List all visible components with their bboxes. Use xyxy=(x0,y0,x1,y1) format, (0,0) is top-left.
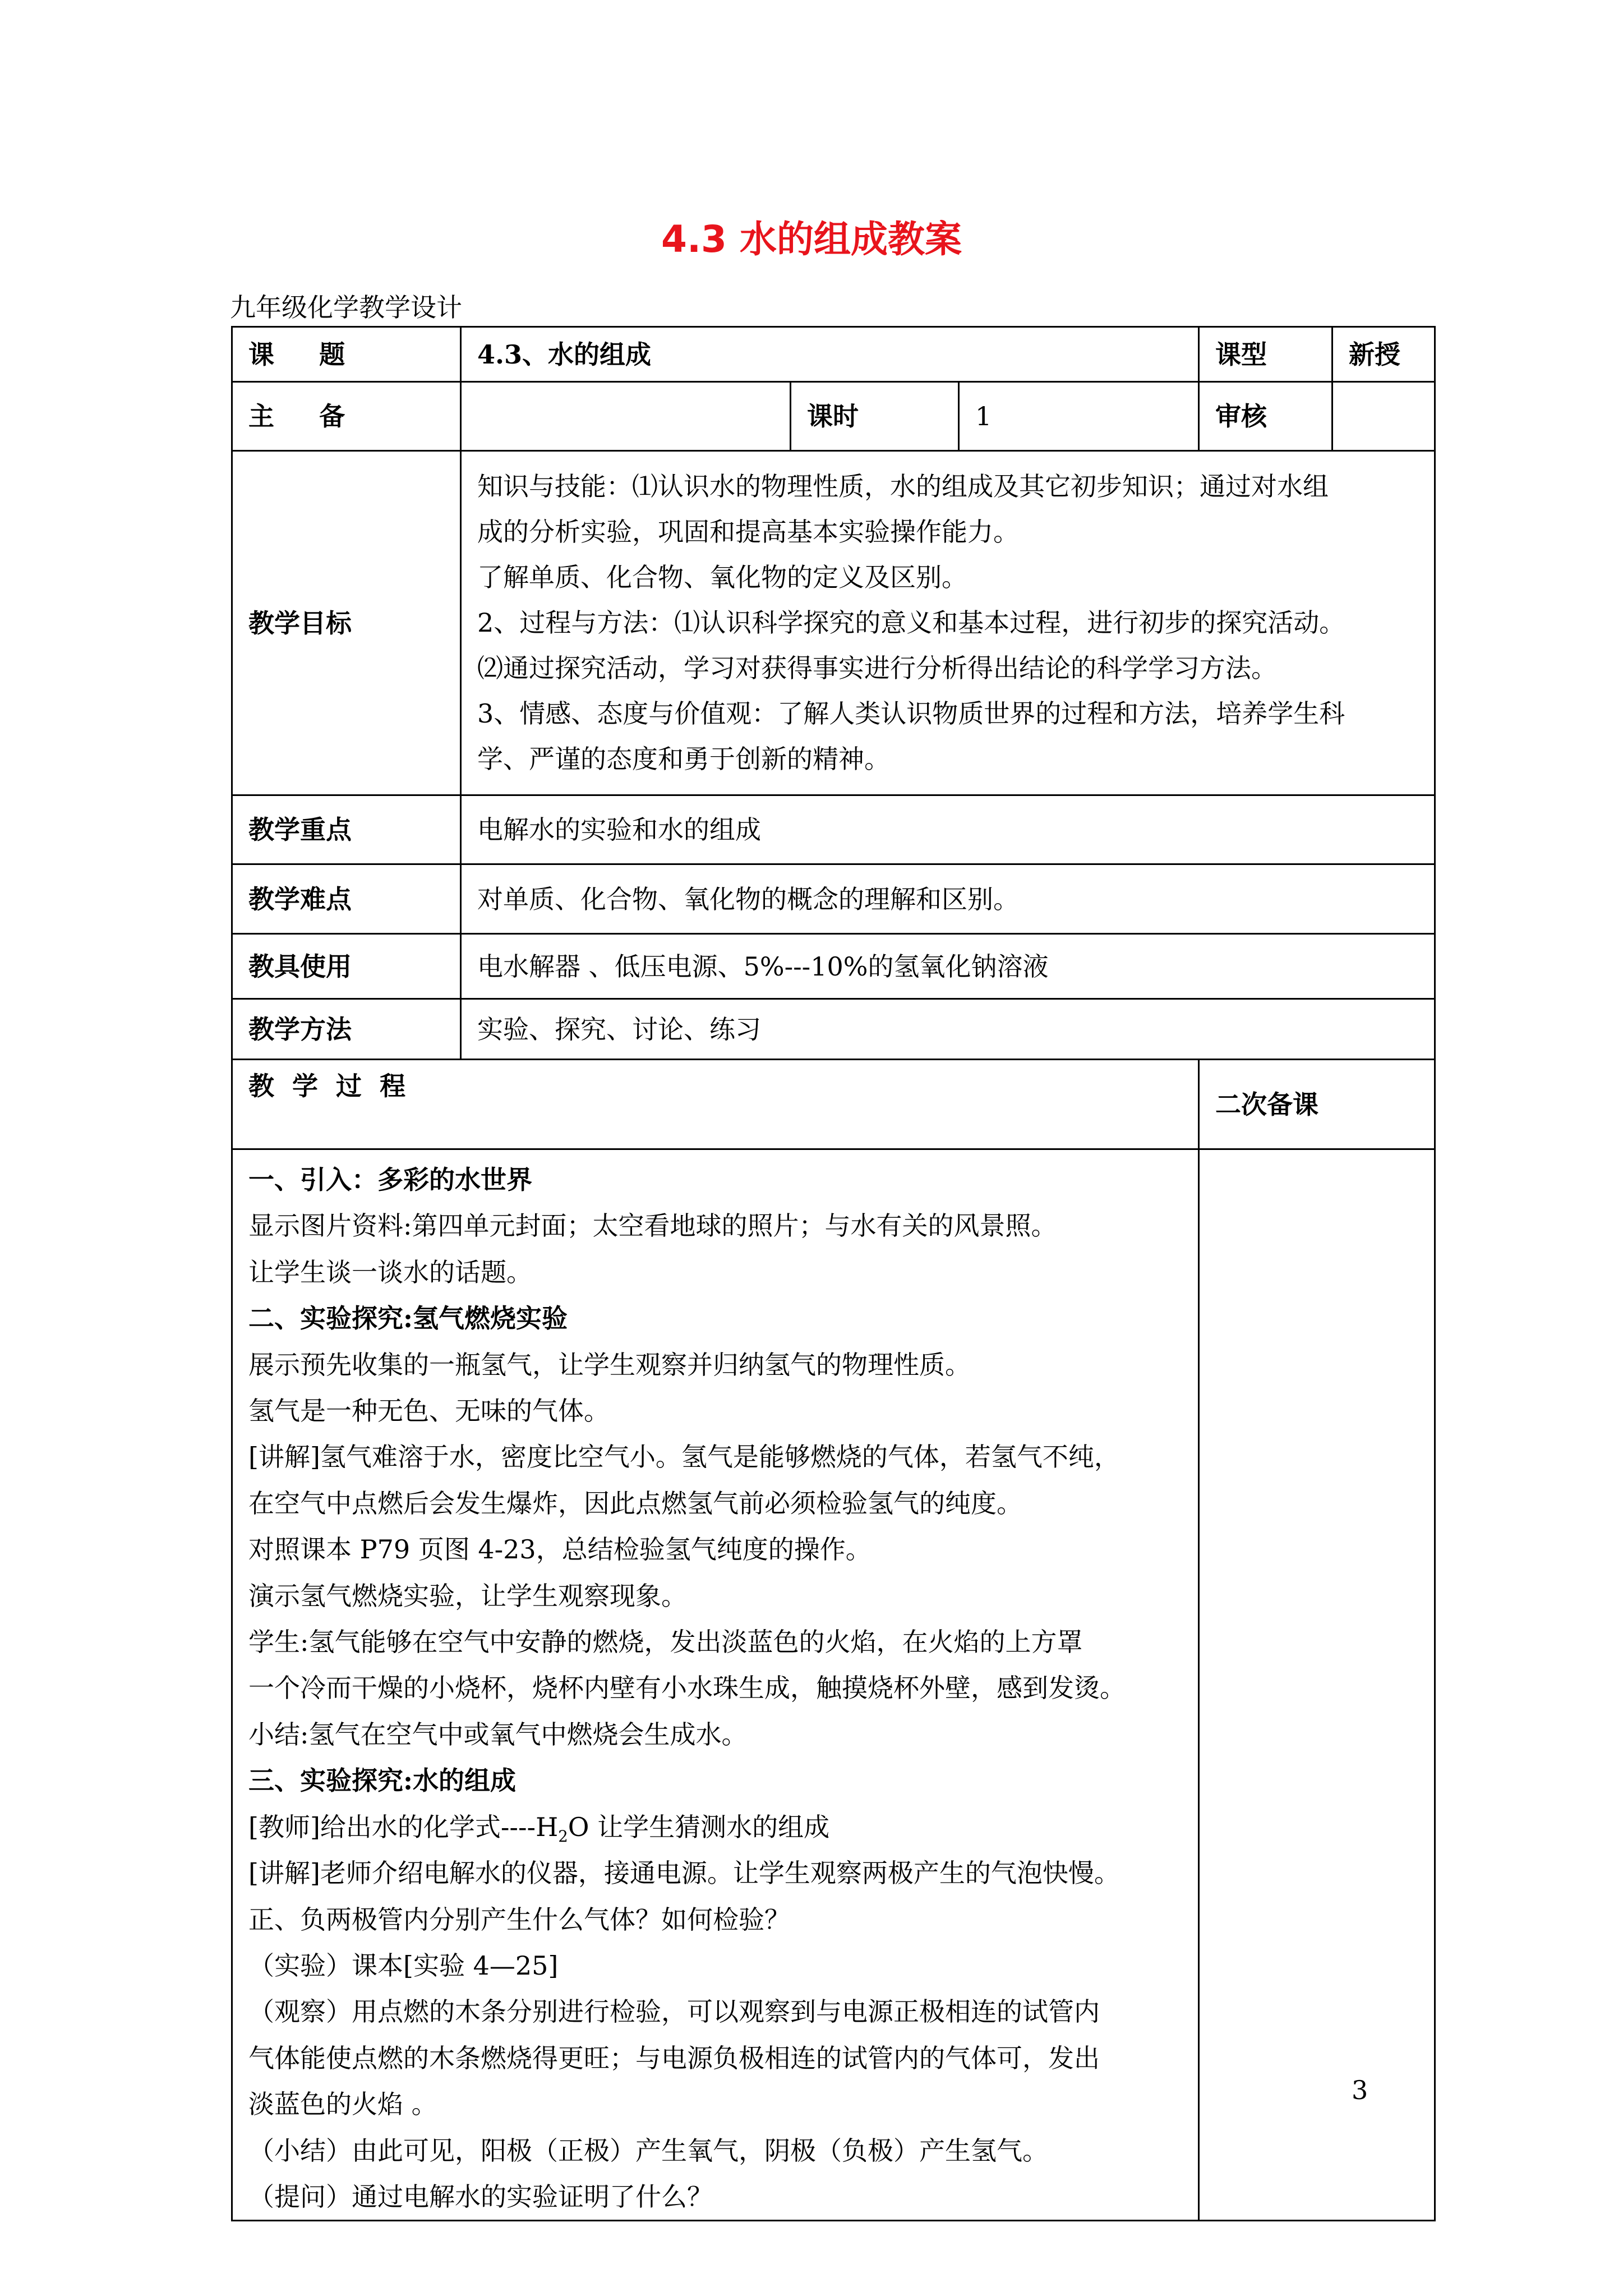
lesson-type-label: 课型 xyxy=(1199,327,1332,382)
lesson-type-value: 新授 xyxy=(1332,327,1435,382)
row-objectives xyxy=(232,451,1435,795)
process-line: 对照课本 P79 页图 4-23，总结检验氢气纯度的操作。 xyxy=(248,1534,872,1565)
lesson-plan-table xyxy=(231,326,1436,2221)
process-line: 展示预先收集的一瓶氢气，让学生观察并归纳氢气的物理性质。 xyxy=(248,1349,971,1380)
process-line: 一个冷而干燥的小烧杯，烧杯内壁有小水珠生成，触摸烧杯外壁，感到发烫。 xyxy=(248,1673,1126,1704)
process-line: 正、负两极管内分别产生什么气体？如何检验？ xyxy=(248,1904,790,1935)
process-line: [讲解]老师介绍电解水的仪器，接通电源。让学生观察两极产生的气泡快慢。 xyxy=(248,1858,1120,1889)
process-line: 氢气是一种无色、无味的气体。 xyxy=(248,1396,610,1427)
objectives-label: 教学目标 xyxy=(232,451,461,795)
objective-line: 知识与技能：⑴认识水的物理性质，水的组成及其它初步知识；通过对水组 xyxy=(477,471,1329,501)
row-process-header xyxy=(232,1060,1435,1149)
objective-line: 成的分析实验，巩固和提高基本实验操作能力。 xyxy=(477,517,1019,547)
document-title: 4.3 水的组成教案 xyxy=(661,218,962,261)
objectives-content xyxy=(461,451,1435,795)
difficulties-label: 教学难点 xyxy=(232,864,461,934)
section-heading: 二、实验探究:氢气燃烧实验 xyxy=(248,1303,568,1334)
key-points-value: 电解水的实验和水的组成 xyxy=(461,795,1435,864)
page-number: 3 xyxy=(1352,2075,1368,2105)
second-preparation-label: 二次备课 xyxy=(1199,1060,1435,1149)
process-line: 气体能使点燃的木条燃烧得更旺；与电源负极相连的试管内的气体可，发出 xyxy=(248,2042,1100,2073)
row-equipment xyxy=(232,934,1435,999)
process-line: （实验）课本[实验 4—25] xyxy=(248,1950,559,1981)
objective-line: 学、严谨的态度和勇于创新的精神。 xyxy=(477,744,890,774)
row-key-points xyxy=(232,795,1435,864)
row-topic xyxy=(232,327,1435,382)
process-content xyxy=(232,1149,1199,2221)
objective-line: 2、过程与方法：⑴认识科学探究的意义和基本过程，进行初步的探究活动。 xyxy=(477,608,1345,638)
review-value xyxy=(1332,382,1435,451)
row-difficulties xyxy=(232,864,1435,934)
process-line: 淡蓝色的火焰 。 xyxy=(248,2089,437,2120)
document-subtitle: 九年级化学教学设计 xyxy=(230,292,462,323)
section-heading: 三、实验探究:水的组成 xyxy=(248,1765,516,1796)
key-points-label: 教学重点 xyxy=(232,795,461,864)
review-label: 审核 xyxy=(1199,382,1332,451)
process-line: （提问）通过电解水的实验证明了什么？ xyxy=(248,2181,713,2212)
section-heading: 一、引入：多彩的水世界 xyxy=(248,1165,532,1195)
process-line: （观察）用点燃的木条分别进行检验，可以观察到与电源正极相连的试管内 xyxy=(248,1996,1100,2027)
process-line: 演示氢气燃烧实验，让学生观察现象。 xyxy=(248,1580,687,1611)
process-line: [教师]给出水的化学式$----H_2O$ 让学生猜测水的组成 xyxy=(248,1811,830,1846)
methods-label: 教学方法 xyxy=(232,999,461,1060)
objective-line: ⑵通过探究活动，学习对获得事实进行分析得出结论的科学学习方法。 xyxy=(477,653,1277,683)
preparer-label: 主 备 xyxy=(232,382,461,451)
preparer-value xyxy=(461,382,791,451)
difficulties-value: 对单质、化合物、氧化物的概念的理解和区别。 xyxy=(461,864,1435,934)
process-line: 让学生谈一谈水的话题。 xyxy=(248,1257,532,1287)
process-line: （小结）由此可见，阳极（正极）产生氧气，阴极（负极）产生氢气。 xyxy=(248,2135,1048,2166)
equipment-label: 教具使用 xyxy=(232,934,461,999)
process-header-label: 教 学 过 程 xyxy=(232,1060,1199,1149)
process-line: 小结:氢气在空气中或氧气中燃烧会生成水。 xyxy=(248,1719,748,1750)
process-line: 在空气中点燃后会发生爆炸，因此点燃氢气前必须检验氢气的纯度。 xyxy=(248,1488,1022,1519)
objective-line: 3、情感、态度与价值观：了解人类认识物质世界的过程和方法，培养学生科 xyxy=(477,698,1345,729)
methods-value: 实验、探究、讨论、练习 xyxy=(461,999,1435,1060)
class-hours-label: 课时 xyxy=(791,382,959,451)
equipment-value: 电水解器 、低压电源、5%---10%的氢氧化钠溶液 xyxy=(461,934,1435,999)
class-hours-value: 1 xyxy=(959,382,1199,451)
process-line: [讲解]氢气难溶于水，密度比空气小。氢气是能够燃烧的气体，若氢气不纯， xyxy=(248,1442,1120,1473)
process-line: 学生:氢气能够在空气中安静的燃烧，发出淡蓝色的火焰，在火焰的上方罩 xyxy=(248,1627,1083,1658)
row-preparer xyxy=(232,382,1435,451)
row-process-content xyxy=(232,1149,1435,2221)
objective-line: 了解单质、化合物、氧化物的定义及区别。 xyxy=(477,562,967,592)
topic-label: 课 题 xyxy=(232,327,461,382)
second-preparation-notes xyxy=(1199,1149,1435,2221)
process-line: 显示图片资料:第四单元封面；太空看地球的照片；与水有关的风景照。 xyxy=(248,1211,1057,1241)
row-methods xyxy=(232,999,1435,1060)
topic-value: 4.3、水的组成 xyxy=(461,327,1199,382)
